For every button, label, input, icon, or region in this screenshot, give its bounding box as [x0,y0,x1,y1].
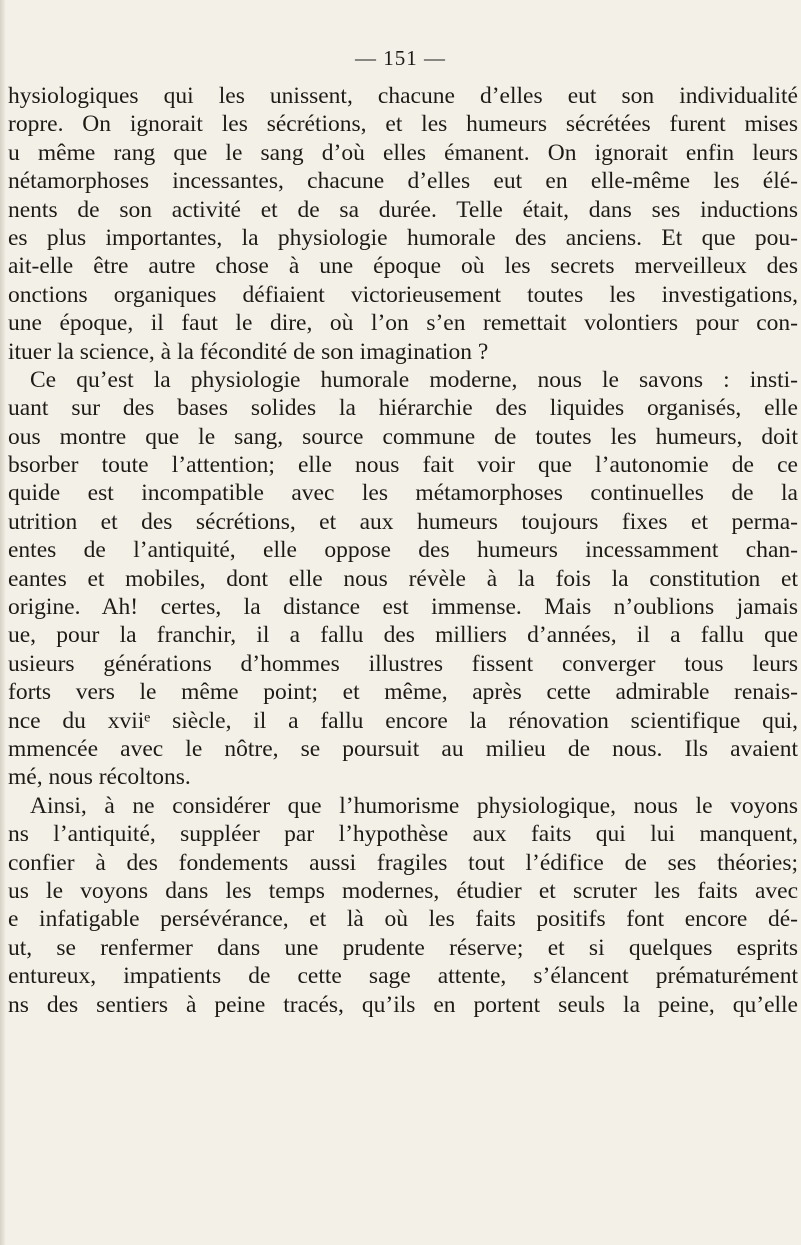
text-line: onctions organiques défiaient victorieusement toutes les investigations, [8,281,798,308]
text-line: ut, se renfermer dans une prudente réserve; et si quelques esprits [8,934,798,961]
text-line: ue, pour la franchir, il a fallu des milliers d’années, il a fallu que [8,622,798,649]
text-line: ituer la science, à la fécondité de son imagination ? [8,338,489,365]
text-line: eantes et mobiles, dont elle nous révèle à la fois la constitution et [8,565,798,592]
text-line: forts vers le même point; et même, après cette admirable renais- [8,679,798,706]
text-line: e infatigable persévérance, et là où les faits positifs font encore dé- [8,906,798,933]
text-line: hysiologiques qui les unissent, chacune d’elles eut son individualité [8,83,798,109]
text-line: confier à des fondements aussi fragiles tout l’édifice de ses théories; [8,849,798,876]
text-line: ns des sentiers à peine tracés, qu’ils en portent seuls la peine, qu’elle [8,991,798,1018]
text-line: mmencée avec le nôtre, se poursuit au milieu de nous. Ils avaient [8,735,798,762]
text-line: es plus importantes, la physiologie humorale des anciens. Et que pou- [8,224,798,251]
text-line: entes de l’antiquité, elle oppose des humeurs incessamment chan- [8,537,798,564]
body-text [8,82,798,1019]
text-line: Ainsi, à ne considérer que l’humorisme physiologique, nous le voyons [30,792,798,819]
text-line: nétamorphoses incessantes, chacune d’elles eut en elle-même les élé- [8,168,798,195]
text-line: bsorber toute l’attention; elle nous fait voir que l’autonomie de ce [8,452,798,479]
text-line: usieurs générations d’hommes illustres fissent converger tous leurs [8,650,798,677]
text-line: ropre. On ignorait les sécrétions, et les humeurs sécrétées furent mises [8,111,798,138]
text-line: quide est incompatible avec les métamorphoses continuelles de la [8,480,798,507]
text-line: utrition et des sécrétions, et aux humeurs toujours fixes et perma- [8,508,798,535]
text-line: ns l’antiquité, suppléer par l’hypothèse aux faits qui lui manquent, [8,821,798,848]
text-line: ous montre que le sang, source commune de toutes les humeurs, doit [8,423,798,450]
text-line: une époque, il faut le dire, où l’on s’en remettait volontiers pour con- [8,310,798,337]
text-line: mé, nous récoltons. [8,764,191,791]
text-line: origine. Ah! certes, la distance est immense. Mais n’oublions jamais [8,594,798,621]
text-line: ait-elle être autre chose à une époque où les secrets merveilleux des [8,253,798,280]
text-line: entureux, impatients de cette sage attente, s’élancent prématurément [8,963,798,990]
page-number: — 151 — [355,46,446,70]
text-line: uant sur des bases solides la hiérarchie des liquides organisés, elle [8,395,798,422]
binding-shadow [0,0,6,1245]
text-line: u même rang que le sang d’où elles émanent. On ignorait enfin leurs [8,139,798,166]
text-line: nents de son activité et de sa durée. Telle était, dans ses inductions [8,196,798,223]
text-line: Ce qu’est la physiologie humorale moderne, nous le savons : insti- [30,366,798,393]
text-line: nce du xviiᵉ siècle, il a fallu encore la rénovation scientifique qui, [8,707,798,734]
text-line: us le voyons dans les temps modernes, étudier et scruter les faits avec [8,877,798,904]
